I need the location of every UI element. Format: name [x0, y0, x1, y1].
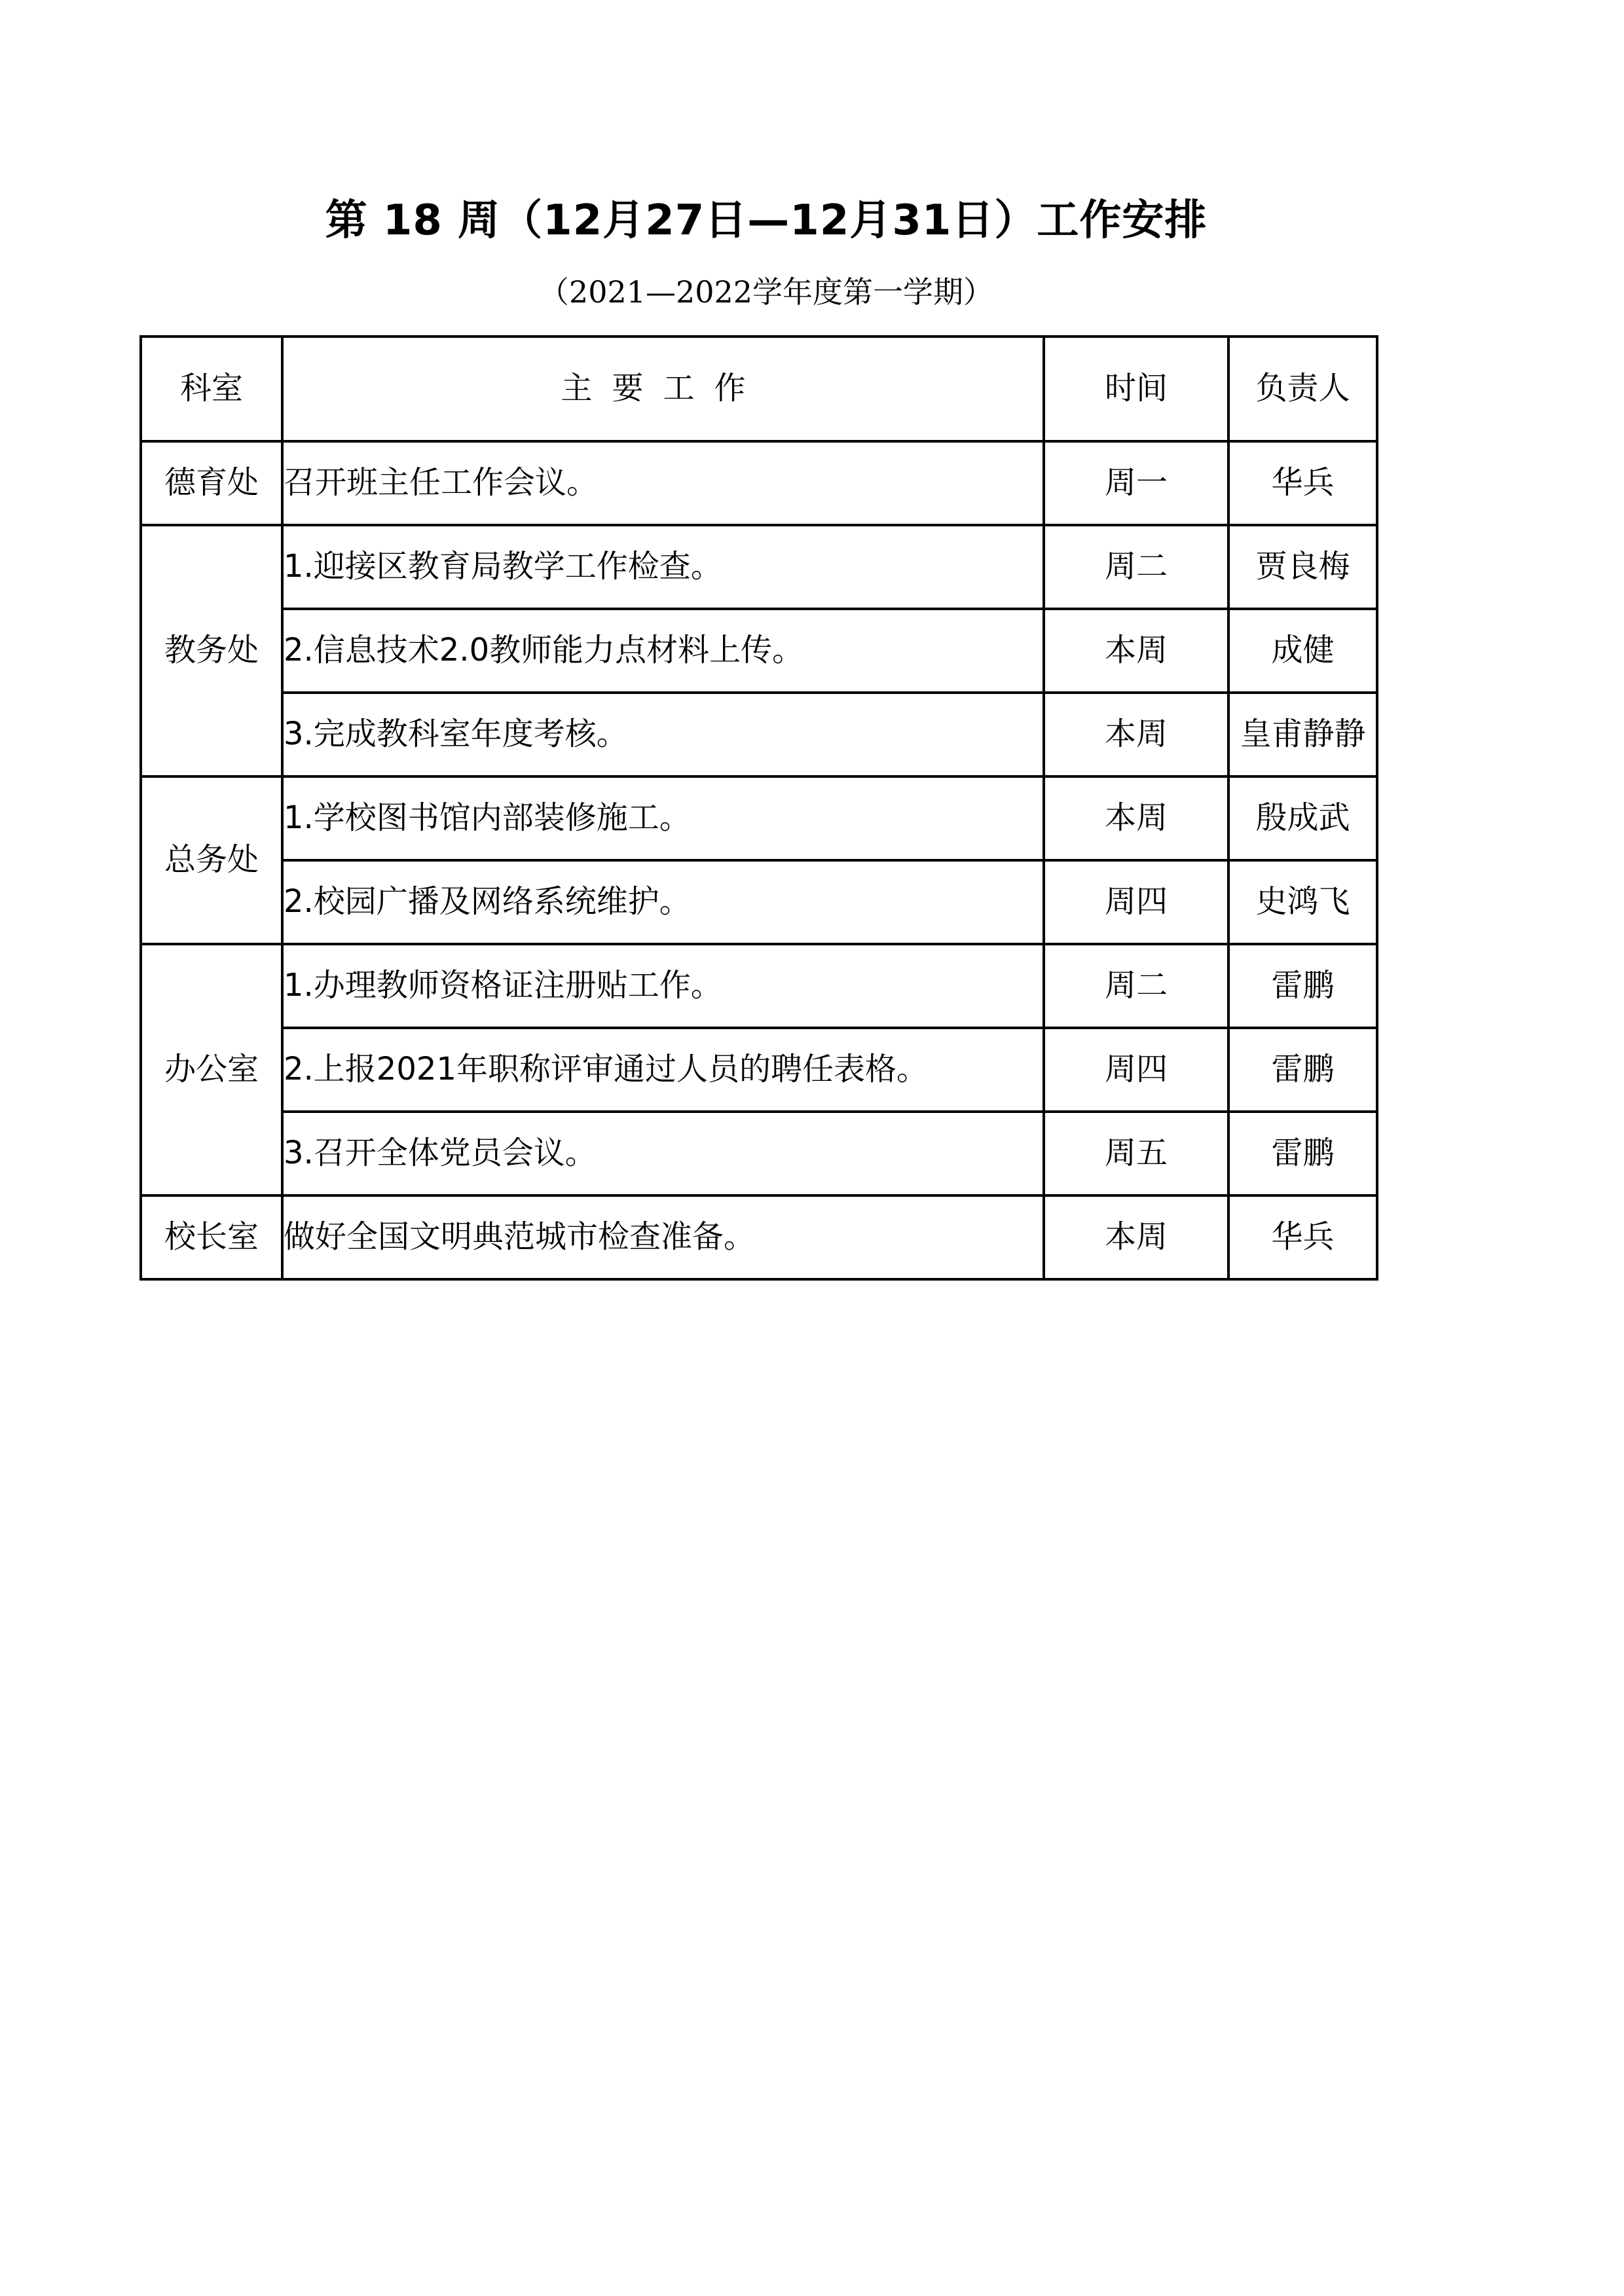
document-subtitle: （2021—2022学年度第一学期） — [538, 274, 994, 310]
dept-cell: 办公室 — [141, 944, 282, 1195]
table-row — [141, 1195, 1377, 1279]
time-cell: 周五 — [1044, 1112, 1228, 1195]
owner-cell: 雷鹏 — [1228, 1112, 1377, 1195]
owner-cell: 成健 — [1228, 609, 1377, 693]
table-row — [141, 1028, 1377, 1112]
task-cell: 做好全国文明典范城市检查准备。 — [282, 1195, 1044, 1279]
table-row — [141, 525, 1377, 609]
time-cell: 本周 — [1044, 776, 1228, 860]
task-cell: 2.信息技术2.0教师能力点材料上传。 — [282, 609, 1044, 693]
time-cell: 周四 — [1044, 1028, 1228, 1112]
task-cell: 1.迎接区教育局教学工作检查。 — [282, 525, 1044, 609]
time-cell: 本周 — [1044, 609, 1228, 693]
task-cell: 2.校园广播及网络系统维护。 — [282, 860, 1044, 944]
header-time: 时间 — [1044, 337, 1228, 441]
table-row — [141, 1112, 1377, 1195]
time-cell: 周一 — [1044, 441, 1228, 525]
task-cell: 召开班主任工作会议。 — [282, 441, 1044, 525]
owner-cell: 贾良梅 — [1228, 525, 1377, 609]
schedule-table — [139, 335, 1378, 1281]
owner-cell: 雷鹏 — [1228, 944, 1377, 1028]
time-cell: 本周 — [1044, 1195, 1228, 1279]
table-row — [141, 609, 1377, 693]
owner-cell: 皇甫静静 — [1228, 693, 1377, 776]
task-cell: 2.上报2021年职称评审通过人员的聘任表格。 — [282, 1028, 1044, 1112]
time-cell: 本周 — [1044, 693, 1228, 776]
table-header-row — [141, 337, 1377, 441]
table-row — [141, 860, 1377, 944]
task-cell: 1.办理教师资格证注册贴工作。 — [282, 944, 1044, 1028]
table-row — [141, 776, 1377, 860]
header-work: 主要工作 — [282, 337, 1044, 441]
time-cell: 周二 — [1044, 944, 1228, 1028]
task-cell: 3.召开全体党员会议。 — [282, 1112, 1044, 1195]
dept-cell: 教务处 — [141, 525, 282, 776]
table-row — [141, 693, 1377, 776]
owner-cell: 华兵 — [1228, 441, 1377, 525]
dept-cell: 校长室 — [141, 1195, 282, 1279]
owner-cell: 雷鹏 — [1228, 1028, 1377, 1112]
task-cell: 1.学校图书馆内部装修施工。 — [282, 776, 1044, 860]
table-row — [141, 944, 1377, 1028]
dept-cell: 德育处 — [141, 441, 282, 525]
header-owner: 负责人 — [1228, 337, 1377, 441]
owner-cell: 殷成武 — [1228, 776, 1377, 860]
time-cell: 周四 — [1044, 860, 1228, 944]
table-row — [141, 441, 1377, 525]
dept-cell: 总务处 — [141, 776, 282, 944]
owner-cell: 华兵 — [1228, 1195, 1377, 1279]
time-cell: 周二 — [1044, 525, 1228, 609]
header-dept: 科室 — [141, 337, 282, 441]
owner-cell: 史鸿飞 — [1228, 860, 1377, 944]
document-title: 第 18 周（12月27日—12月31日）工作安排 — [325, 196, 1208, 245]
task-cell: 3.完成教科室年度考核。 — [282, 693, 1044, 776]
